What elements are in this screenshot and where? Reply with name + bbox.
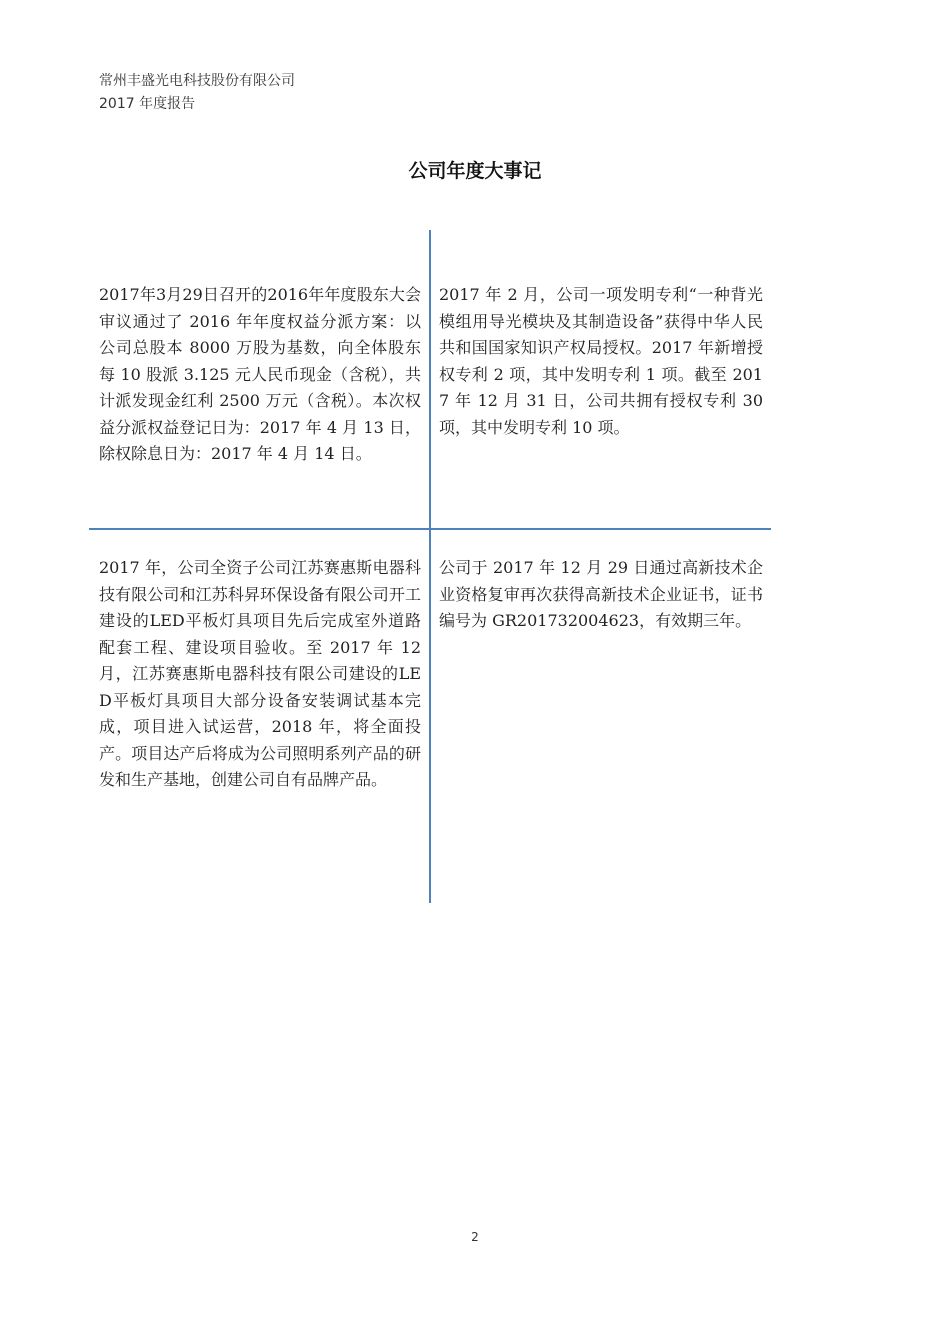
event-high-tech-certification: 公司于 2017 年 12 月 29 日通过高新技术企业资格复审再次获得高新技术企业证书，证书编号为 GR201732004623，有效期三年。 <box>439 558 763 630</box>
company-name: 常州丰盛光电科技股份有限公司 <box>99 73 295 89</box>
page-number: 2 <box>471 1230 479 1244</box>
document-header <box>99 70 295 116</box>
event-led-project: 2017 年，公司全资子公司江苏赛惠斯电器科技有限公司和江苏科昇环保设备有限公司开工建设的LED平板灯具项目先后完成室外道路配套工程、建设项目验收。至 2017 年 12 月，江苏赛惠斯电器科技有限公司建设的LED平板灯具项目大部分设备安装调试基本完成，项目进入试运营，2018 年，将全面投产。项目达产后将成为公司照明系列产品的研发和生产基地，创建公司自有品牌产品。 <box>99 558 421 789</box>
row-divider <box>89 528 771 530</box>
column-divider-top <box>429 230 431 528</box>
event-dividend-distribution: 2017年3月29日召开的2016年年度股东大会审议通过了 2016 年年度权益分派方案：以公司总股本 8000 万股为基数，向全体股东每 10 股派 3.125 元人民币现金（含税），共计派发现金红利 2500 万元（含税）。本次权益分派权益登记日为：2017 年 4 月 13 日，除权除息日为：2017 年 4 月 14 日。 <box>99 285 421 463</box>
event-patent-grant: 2017 年 2 月，公司一项发明专利“一种背光模组用导光模块及其制造设备”获得中华人民共和国国家知识产权局授权。2017 年新增授权专利 2 项，其中发明专利 1 项。截至 2017 年 12 月 31 日，公司共拥有授权专利 30 项，其中发明专利 10 项。 <box>439 285 763 437</box>
page-title: 公司年度大事记 <box>408 160 542 182</box>
column-divider-bottom <box>429 530 431 903</box>
report-name: 2017 年度报告 <box>99 96 196 112</box>
